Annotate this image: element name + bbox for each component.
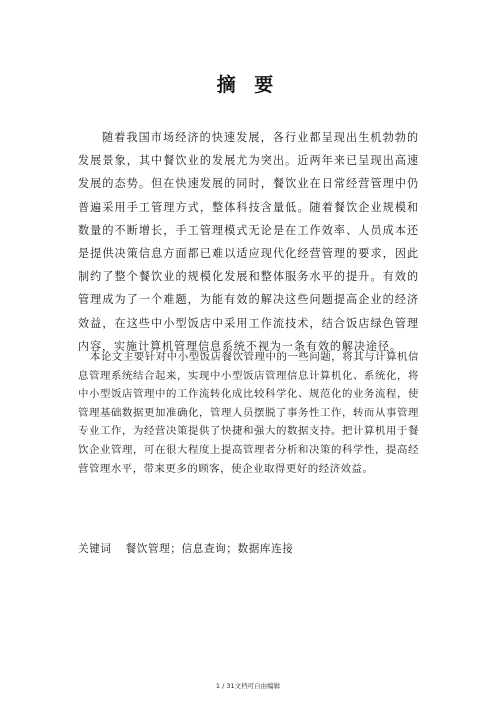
keywords-label: 关键词 — [78, 543, 112, 555]
page-footer: 1 / 31文档可自由编辑 — [215, 682, 281, 690]
keywords-line — [78, 541, 419, 557]
keywords-value: 餐饮管理；信息查询；数据库连接 — [125, 543, 294, 555]
abstract-paragraph-2: 本论文主要针对中小型饭店餐饮管理中的一些问题，将其与计算机信息管理系统结合起来，实现中小型饭店管理信息计算机化、系统化，将中小型饭店管理中的工作流转化成比较科学化、规范化的业务流程，使管理基础数据更加准确化，管理人员摆脱了事务性工作，转而从事管理专业工作，为经营决策提供了快捷和强大的数据支持。把计算机用于餐饮企业管理，可在很大程度上提高管理者分析和决策的科学性，提高经营管理水平，带来更多的顾客，使企业取得更好的经济效益。 — [78, 351, 419, 475]
page-title: 摘 要 — [216, 74, 280, 96]
abstract-paragraph-1: 随着我国市场经济的快速发展，各行业都呈现出生机勃勃的发展景象，其中餐饮业的发展尤为突出。近两年来已呈现出高速发展的态势。但在快速发展的同时，餐饮业在日常经营管理中仍普遍采用手工管理方式，整体科技含量低。随着餐饮企业规模和数量的不断增长，手工管理模式无论是在工作效率、人员成本还是提供决策信息方面都已难以适应现代化经营管理的要求，因此制约了整个餐饮业的规模化发展和整体服务水平的提升。有效的管理成为了一个难题，为能有效的解决这些问题提高企业的经济效益，在这些中小型饭店中采用工作流技术，结合饭店绿色管理内容，实施计算机管理信息系统不视为一条有效的解决途径。 — [78, 131, 419, 353]
